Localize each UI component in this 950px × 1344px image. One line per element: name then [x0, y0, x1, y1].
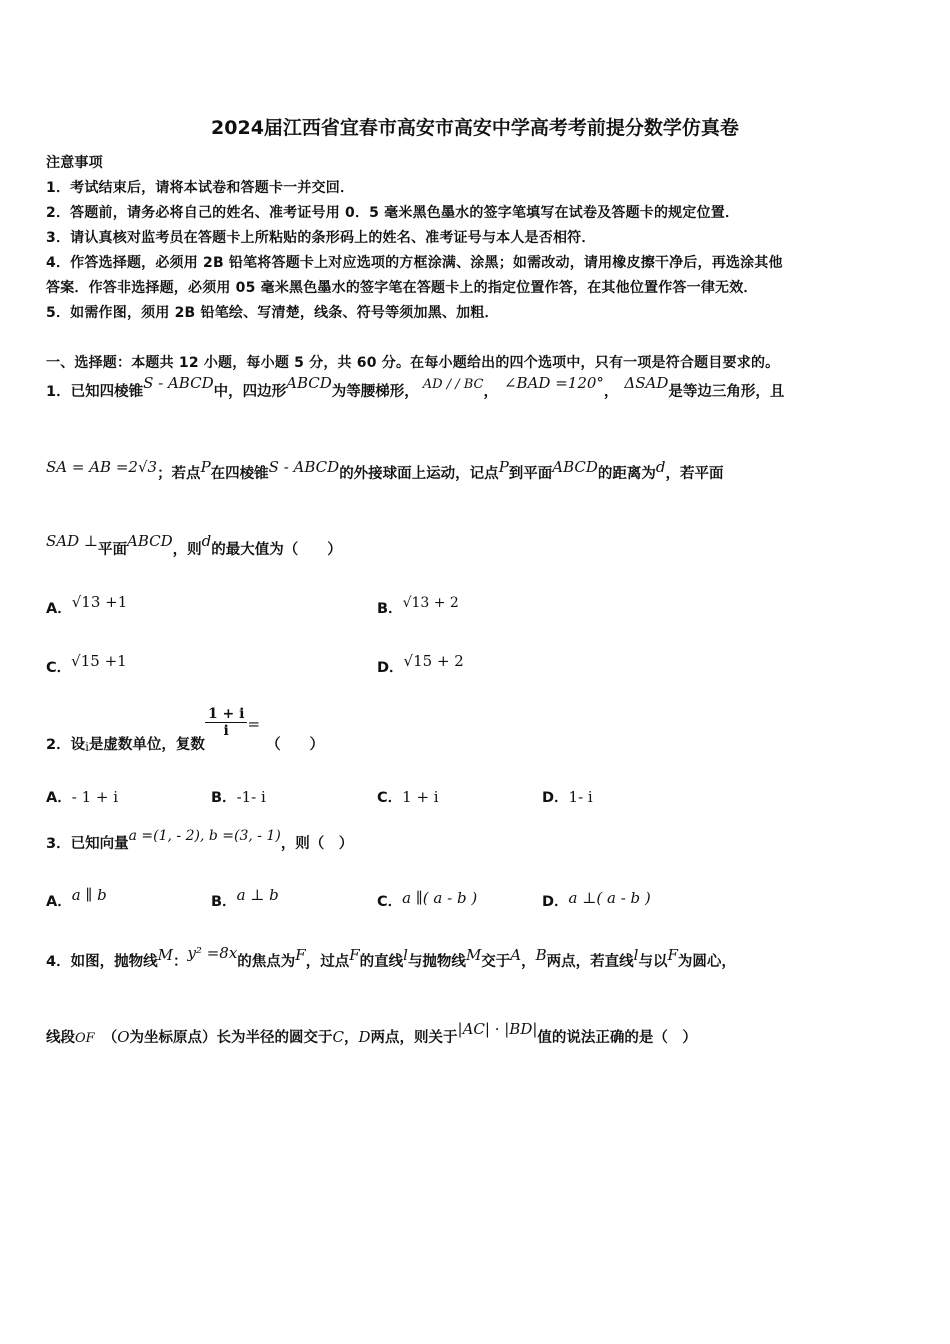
text-span: 两点，则关于: [370, 1030, 458, 1046]
q3-option-d[interactable]: [542, 890, 651, 911]
q1-text: ，则: [172, 542, 202, 558]
text-span: =: [247, 714, 261, 733]
text-span: ，过点: [305, 954, 350, 970]
text-span: 1- i: [568, 788, 593, 806]
q2-text: 是虚数单位，复数: [88, 736, 205, 753]
q1-text: 的外接球面上运动，记点: [339, 466, 499, 482]
q1-text: 是等边三角形，且: [668, 384, 785, 400]
text-span: C．: [46, 660, 72, 676]
q1-text: 为等腰梯形，: [331, 384, 419, 400]
q1-text: 的距离为: [597, 466, 656, 482]
text-span: D．: [542, 790, 569, 806]
q1-math: SA = AB =2√3: [46, 458, 158, 476]
text-span: √15 + 2: [403, 652, 464, 670]
q1-text: ，若平面: [665, 466, 724, 482]
q3-text: ，则（ ）: [280, 836, 354, 852]
q1-math: S - ABCD: [268, 458, 340, 476]
page-title: 2024届江西省宜春市高安市高安中学高考考前提分数学仿真卷: [211, 117, 739, 139]
q1-math: AD / / BC: [422, 377, 484, 392]
q2-math: i: [85, 739, 89, 754]
text-span: ，: [521, 954, 536, 970]
text-span: 与抛物线: [407, 954, 466, 970]
text-span: 4．如图，抛物线: [46, 954, 158, 970]
q1-math: ABCD: [286, 374, 332, 392]
q2-option-c[interactable]: [377, 786, 439, 807]
text-span: y² =8x: [187, 944, 238, 962]
text-span: 线段: [46, 1030, 75, 1046]
notice-item: 答案．作答非选择题，必须用 05 毫米黑色墨水的签字笔在答题卡上的指定位置作答，在其他位置作答一律无效．: [46, 280, 758, 296]
q1-option-c[interactable]: [46, 652, 127, 677]
text-span: F: [667, 946, 678, 964]
q1-text: 在四棱锥: [210, 466, 269, 482]
q1-text: ，: [483, 384, 498, 400]
text-span: 为坐标原点）长为半径的圆交于: [129, 1030, 333, 1046]
notice-item: 1．考试结束后，请将本试卷和答题卡一并交回．: [46, 180, 355, 196]
q1-option-a[interactable]: [46, 593, 128, 618]
text-span: F: [349, 946, 360, 964]
text-span: a ⊥( a - b ): [568, 889, 651, 907]
notice-item: 4．作答选择题，必须用 2B 铅笔将答题卡上对应选项的方框涂满、涂黑；如需改动，请用橡皮擦干净后，再选涂其他: [46, 255, 783, 271]
text-span: B．: [211, 894, 237, 910]
text-span: ，: [343, 1030, 359, 1046]
section-heading: 一、选择题：本题共 12 小题，每小题 5 分，共 60 分。在每小题给出的四个选项中，只有一项是符合题目要求的。: [46, 355, 780, 371]
q1-math: d: [655, 458, 666, 476]
text-span: -1- i: [236, 788, 266, 806]
text-span: 的直线: [359, 954, 404, 970]
text-span: l: [633, 946, 639, 964]
text-span: ：: [172, 954, 188, 970]
q1-math: P: [498, 458, 509, 476]
question-1-line-2: [46, 458, 724, 483]
question-2: [46, 706, 325, 754]
q1-text: 中，四边形: [213, 384, 287, 400]
text-span: A．: [46, 601, 72, 617]
text-span: A: [510, 946, 522, 964]
q1-text: ；若点: [157, 466, 201, 482]
text-span: A．: [46, 894, 72, 910]
text-span: 为圆心，: [677, 954, 736, 970]
q3-option-a[interactable]: [46, 886, 107, 911]
text-span: a ∥( a - b ): [402, 889, 478, 907]
text-span: F: [295, 946, 306, 964]
q2-option-a[interactable]: [46, 786, 118, 807]
q1-math: P: [200, 458, 211, 476]
text-span: √13 + 2: [402, 595, 459, 611]
q3-option-c[interactable]: [377, 890, 477, 911]
text-span: 交于: [481, 954, 511, 970]
q3-option-b[interactable]: [211, 886, 279, 911]
q1-math: S - ABCD: [143, 374, 214, 392]
text-span: 的焦点为: [237, 954, 296, 970]
text-span: D．: [377, 660, 404, 676]
text-span: a ⊥ b: [236, 886, 279, 904]
q1-math: d: [201, 532, 212, 550]
text-span: 1 + i: [402, 788, 439, 806]
question-4-line-1: [46, 944, 736, 971]
notice-heading: 注意事项: [46, 155, 103, 171]
text-span: B．: [211, 790, 237, 806]
q1-text: 1．已知四棱锥: [46, 384, 144, 400]
text-span: D: [358, 1028, 371, 1046]
text-span: D．: [542, 894, 569, 910]
text-span: a ∥ b: [71, 886, 107, 904]
q3-math: a =(1, - 2), b =(3, - 1): [128, 828, 281, 844]
text-span: C．: [377, 894, 403, 910]
question-3: [46, 828, 354, 853]
text-span: M: [157, 946, 173, 964]
text-span: √15 +1: [71, 652, 127, 670]
question-1-line-1: [46, 374, 785, 401]
text-span: A．: [46, 790, 72, 806]
q1-option-b[interactable]: [377, 597, 459, 618]
q1-math: ABCD: [127, 532, 173, 550]
q2-option-b[interactable]: [211, 786, 266, 807]
text-span: |AC| · |BD|: [457, 1020, 538, 1038]
q2-option-d[interactable]: [542, 786, 593, 807]
text-span: B: [535, 946, 547, 964]
text-span: 两点，若直线: [546, 954, 634, 970]
q1-text: 平面: [98, 542, 128, 558]
q1-text: 到平面: [508, 466, 553, 482]
text-span: √13 +1: [71, 593, 128, 611]
text-span: - 1 + i: [71, 788, 119, 806]
q1-math: ΔSAD: [624, 374, 669, 392]
fraction: [205, 706, 248, 739]
q3-text: 3．已知向量: [46, 836, 129, 852]
q1-option-d[interactable]: [377, 652, 464, 677]
text-span: C．: [377, 790, 403, 806]
text-span: B．: [377, 601, 403, 617]
text-span: M: [465, 946, 482, 964]
q1-math: ABCD: [552, 458, 598, 476]
text-span: C: [332, 1028, 344, 1046]
text-span: i: [223, 723, 229, 739]
text-span: 值的说法正确的是（ ）: [537, 1030, 697, 1046]
text-span: l: [403, 946, 408, 964]
text-span: （: [102, 1030, 118, 1046]
text-span: OF: [75, 1031, 95, 1046]
q1-math: ∠BAD =120°: [503, 374, 604, 392]
q2-text: 2．设: [46, 736, 86, 753]
notice-item: 3．请认真核对监考员在答题卡上所粘贴的条形码上的姓名、准考证号与本人是否相符．: [46, 230, 596, 246]
text-span: 1 + i: [205, 706, 248, 723]
q1-text: ，: [603, 384, 619, 400]
text-span: 与以: [638, 954, 668, 970]
question-4-line-2: [46, 1020, 697, 1047]
notice-item: 5．如需作图，须用 2B 铅笔绘、写清楚，线条、符号等须加黑、加粗．: [46, 305, 499, 321]
question-1-line-3: [46, 532, 342, 559]
notice-item: 2．答题前，请务必将自己的姓名、准考证号用 0．5 毫米黑色墨水的签字笔填写在试卷及答题卡的规定位置．: [46, 205, 740, 221]
q2-text: （ ）: [266, 736, 325, 753]
q1-math: SAD ⊥: [46, 532, 99, 550]
q1-text: 的最大值为（ ）: [211, 542, 342, 558]
text-span: O: [117, 1028, 130, 1046]
